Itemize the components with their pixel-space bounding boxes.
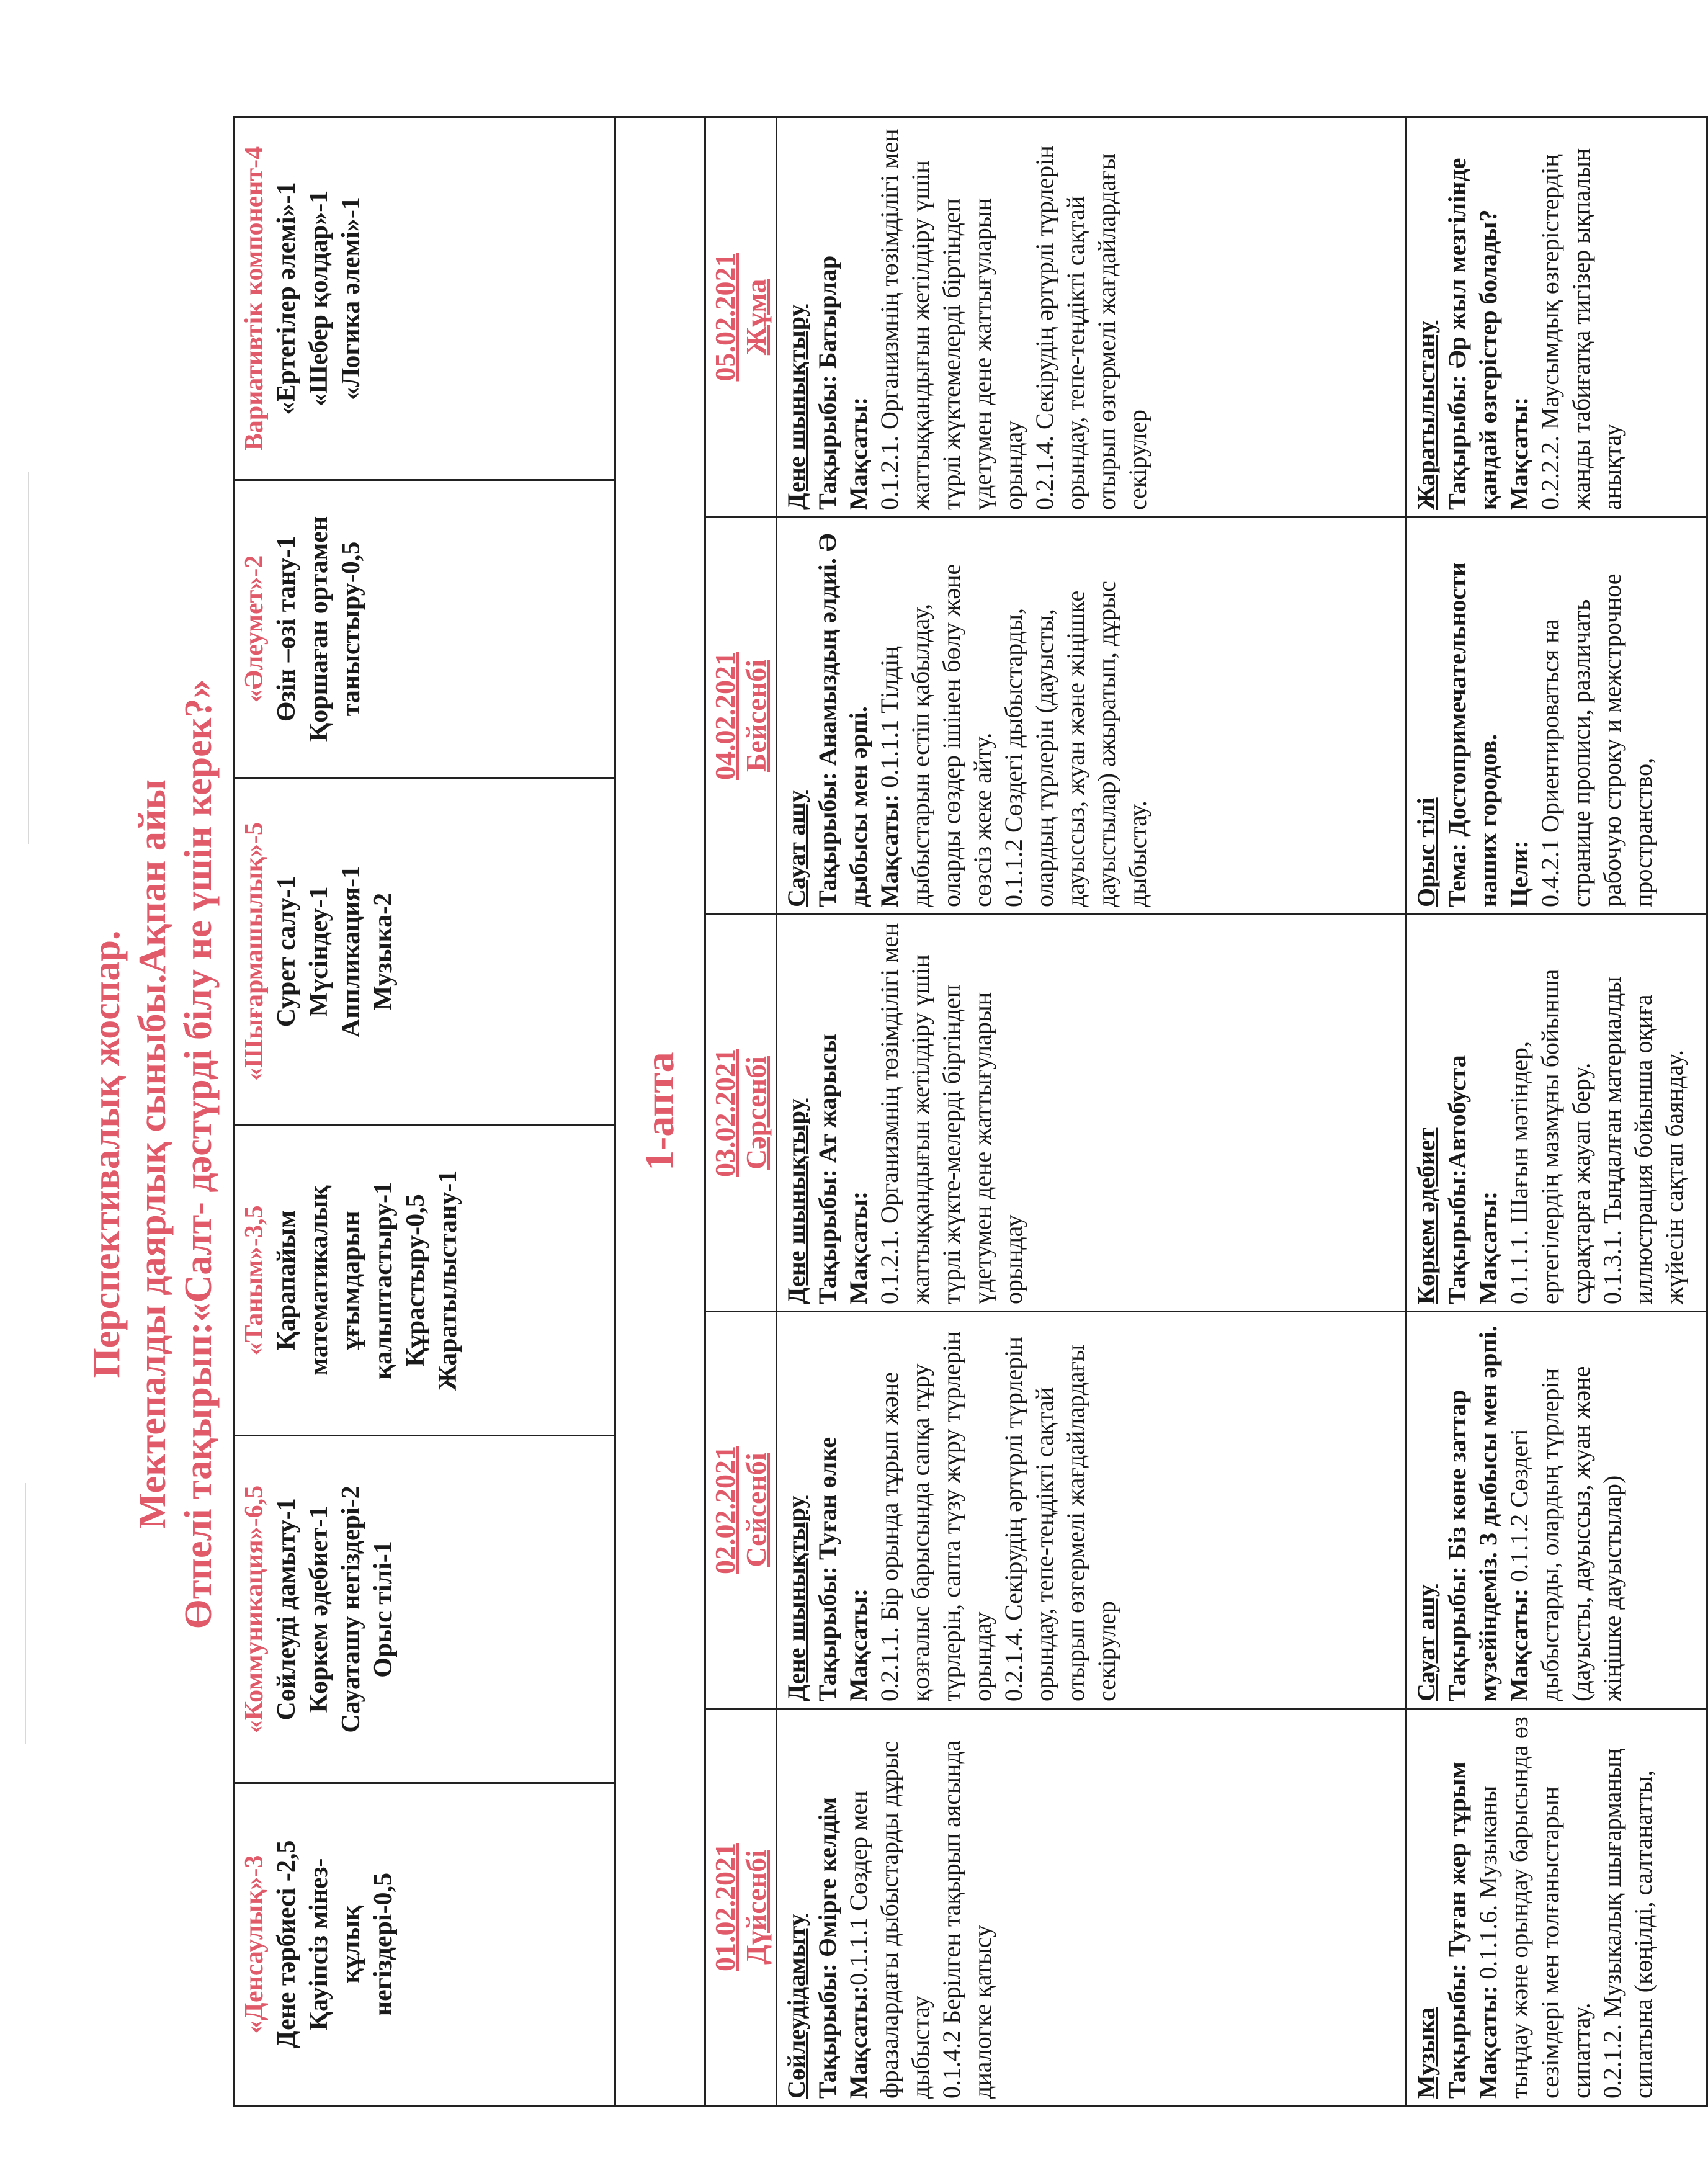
lesson-cell: [1406, 518, 1707, 915]
lesson-topic: Тақырыбы: Туған жер тұрым: [1443, 1762, 1471, 2099]
lesson-cell: [777, 915, 1406, 1312]
lesson-topic: Тақырыбы: Әр жыл мезгілінде қандай өзгерістер болады?: [1443, 158, 1502, 510]
day-date: 02.02.2021: [709, 1446, 741, 1574]
component-cell: [234, 1436, 615, 1783]
components-table: [233, 116, 616, 2107]
component-line: «Шебер қолдар»-1: [305, 190, 333, 407]
component-cell: [234, 1783, 615, 2106]
component-line: Құрастыру-0,5: [401, 1194, 430, 1367]
lesson-cell: [1406, 1312, 1707, 1709]
plan-theme: Өтпелі тақырып:«Салт- дәстүрді білу не үшін керек?»: [177, 679, 220, 1629]
lesson-subject: Дене шынықтыру: [782, 304, 810, 510]
component-line: математикалық: [305, 1185, 333, 1376]
goal-item: 0.4.2.1 Ориентироваться на странице прописи, различать рабочую строку и межстрочное пространство,: [1536, 573, 1657, 907]
goal-item: 0.2.2.2. Маусымдық өзгерістердің жанды табиғатқа тигізер ықпалын анықтау: [1536, 148, 1626, 510]
day-date: 04.02.2021: [709, 652, 741, 780]
lesson-topic: Тақырыбы:Автобуста: [1443, 1055, 1471, 1304]
day-date: 03.02.2021: [709, 1049, 741, 1177]
goal-item: 0.2.1.1. Бір орында тұрып және қозғалыс барысында сапқа тұру түрлерін, сапта түзу жүру түрлерін орындау: [875, 1331, 996, 1701]
lesson-cell: [777, 518, 1406, 915]
lesson-cell: [777, 1709, 1406, 2106]
component-line: ұғымдарын: [337, 1211, 365, 1350]
component-line: Көркем әдебиет-1: [305, 1505, 333, 1713]
lesson-subject: Көркем әдебиет: [1412, 1127, 1440, 1304]
day-header: [705, 1312, 777, 1709]
component-line: қалыптастыру-1: [369, 1181, 398, 1380]
goal-label: Мақсаты:: [844, 1588, 872, 1701]
goal-text: 0.1.1.1 Сөздер мен фразалардағы дыбыстарды дұрыс дыбыстау: [844, 1741, 934, 2099]
component-cell: [234, 778, 615, 1126]
title-block: [84, 130, 221, 2178]
lesson-cell: [777, 1312, 1406, 1709]
day-date: 05.02.2021: [709, 253, 741, 382]
component-cell: [234, 1126, 615, 1436]
day-name: Дүйсенбі: [740, 1850, 772, 1965]
lesson-topic: Тақырыбы: Туған өлке: [813, 1436, 841, 1701]
lesson-cell: [777, 117, 1406, 518]
goal-label: Мақсаты:: [844, 1985, 872, 2099]
component-line: Сурет салу-1: [272, 876, 301, 1028]
day-header: [705, 915, 777, 1312]
component-line: «Логика әлемі»-1: [337, 197, 365, 400]
lesson-subject: Дене шынықтыру: [782, 1495, 810, 1701]
lesson-cell: [1406, 117, 1707, 518]
lesson-topic: Тақырыбы: Анамыздың әлдиі. Ә дыбысы мен әрпі.: [813, 533, 872, 907]
plan-title: Перспективалық жоспар.: [86, 930, 128, 1378]
lesson-subject: Сауат ашу: [1412, 1584, 1440, 1701]
lesson-cell: [1406, 915, 1707, 1312]
day-name: Бейсенбі: [740, 660, 772, 773]
goal-item: 0.1.4.2 Берілген тақырып аясында диалогке қатысу: [937, 1740, 996, 2099]
goal-label: Мақсаты:: [875, 794, 903, 907]
goal-item: 0.1.1.1. Шағын мәтіндер, ертегілердің мазмұны бойынша сұрақтарға жауап беру.: [1505, 969, 1595, 1304]
lesson-subject: Сөйлеудідамыту: [782, 1914, 810, 2099]
goal-label: Мақсаты:: [1474, 1191, 1502, 1304]
component-line: Қауіпсіз мінез-: [305, 1858, 333, 2031]
goal-label: Мақсаты:: [844, 397, 872, 510]
goal-item: 0.2.1.4. Секірудің әртүрлі түрлерін орындау, тепе-теңдікті сақтай отырып өзгермелі жағдайлардағы секірулер: [999, 1337, 1120, 1701]
component-line: таныстыру-0,5: [337, 541, 365, 717]
day-name: Сәрсенбі: [740, 1056, 772, 1170]
goal-item: 0.1.1.2 Сөздегі дыбыстарды, олардың түрлерін (дауысты, дауыссыз, жуан және жіңішке дауыстылар) ажыратып, дұрыс дыбыстау.: [999, 581, 1151, 907]
goal-text: 0.1.1.1 Тілдің дыбыстарын естіп қабылдау, оларды сөздер ішінен бөлу және сөзсіз жеке айту.: [875, 563, 996, 907]
component-heading: «Денсаулық»-3: [240, 1855, 269, 2034]
day-name: Жұма: [740, 279, 772, 356]
lesson-goal: [843, 1716, 936, 2099]
goal-item: 0.1.2.1. Организмнің төзімділігі мен жаттыққандығын жетілдіру үшін түрлі жүктемелерді біртіндеп үдетумен дене жаттығуларын орындау: [875, 128, 1027, 510]
goal-label: Мақсаты:: [844, 1191, 872, 1304]
goal-label: Мақсаты:: [1505, 1588, 1533, 1701]
day-date: 01.02.2021: [709, 1843, 741, 1971]
lesson-topic: Тақырыбы: Ат жарысы: [813, 1034, 841, 1304]
plan-subtitle: Мектепалды даярлық сыныбы.Ақпан айы: [132, 779, 174, 1530]
component-cell: [234, 117, 615, 480]
lesson-topic: Тақырыбы: Батырлар: [813, 255, 841, 510]
goal-item: 0.1.3.1. Тыңдалған материалды иллюстрация бойынша оқиға жүйесін сақтап баяндау.: [1598, 976, 1688, 1304]
component-heading: «Коммуникация»-6,5: [240, 1485, 269, 1734]
day-header: [705, 518, 777, 915]
lesson-subject: Музыка: [1412, 2007, 1440, 2099]
lesson-topic: Тақырыбы: Біз көне заттар музейіндеміз. З дыбысы мен әрпі.: [1443, 1325, 1502, 1701]
component-line: Қарапайым: [272, 1210, 301, 1351]
scan-mark: [28, 472, 29, 844]
component-line: Орыс тілі-1: [369, 1541, 398, 1678]
lesson-goal: [1473, 1716, 1597, 2099]
component-heading: «Шығармашылық»-5: [240, 822, 269, 1081]
day-name: Сейсенбі: [740, 1453, 772, 1567]
goal-item: 0.2.1.2. Музыкалық шығарманың сипатына (көңілді, салтанатты,: [1598, 1748, 1657, 2099]
goal-text: 0.1.1.6. Музыканы тыңдау және орындау барысында өз сезімдері мен толғаныстарын сипаттау.: [1474, 1716, 1595, 2099]
component-line: Сауаташу негіздері-2: [337, 1486, 365, 1733]
component-line: Өзін –өзі тану-1: [272, 536, 301, 722]
component-line: Жаратылыстану-1: [434, 1170, 462, 1391]
component-cell: [234, 480, 615, 778]
component-line: Аппликация-1: [337, 865, 365, 1038]
component-line: Қоршаған ортамен: [305, 516, 333, 742]
goal-label: Мақсаты:: [1505, 397, 1533, 510]
component-line: «Ертегілер әлемі»-1: [272, 182, 301, 415]
lesson-subject: Дене шынықтыру: [782, 1098, 810, 1304]
component-line: Дене тәрбиесі -2,5: [272, 1840, 301, 2049]
week-table: [614, 116, 1708, 2107]
lesson-cell: [1406, 1709, 1707, 2106]
component-line: Сөйлеуді дамыту-1: [272, 1498, 301, 1721]
lesson-subject: Сауат ашу: [782, 790, 810, 907]
component-heading: «Таным»-3,5: [240, 1205, 269, 1356]
day-header: [705, 117, 777, 518]
component-heading: «Әлеумет»-2: [240, 555, 269, 703]
component-heading: Вариативтік компонент-4: [240, 146, 269, 451]
goal-item: 0.1.2.1. Организмнің төзімділігі мен жаттыққандығын жетілдіру үшін түрлі жүкте-мелерді біртіндеп үдетумен дене жаттығуларын орындау: [875, 923, 1027, 1304]
goal-item: 0.2.1.4. Секірудің әртүрлі түрлерін орындау, тепе-теңдікті сақтай отырып өзгермелі жағдайлардағы секірулер: [1031, 145, 1151, 510]
component-line: негіздері-0,5: [369, 1872, 398, 2017]
lesson-topic: Тақырыбы: Өмірге келдім: [813, 1797, 841, 2099]
lesson-topic: Тема: Достопримечательности наших городов.: [1443, 562, 1502, 907]
day-header: [705, 1709, 777, 2106]
goal-label: Цели:: [1505, 840, 1533, 907]
scan-mark: [25, 1483, 26, 1744]
component-line: Музыка-2: [369, 892, 398, 1011]
goal-label: Мақсаты:: [1474, 1985, 1502, 2099]
lesson-subject: Орыс тілі: [1412, 797, 1440, 907]
goal-text: 0.1.1.2 Сөздегі дыбыстарды, олардың түрлерін (дауысты, дауыссыз, жуан және жіңішке дауыстылар): [1505, 1366, 1626, 1701]
lesson-subject: Жаратылыстану: [1412, 320, 1440, 510]
week-label: 1-апта: [615, 117, 705, 2106]
component-line: Мүсіндеу-1: [305, 886, 333, 1017]
lesson-goal: [874, 524, 998, 907]
lesson-goal: [1504, 1319, 1628, 1701]
component-line: құлық: [337, 1905, 365, 1984]
